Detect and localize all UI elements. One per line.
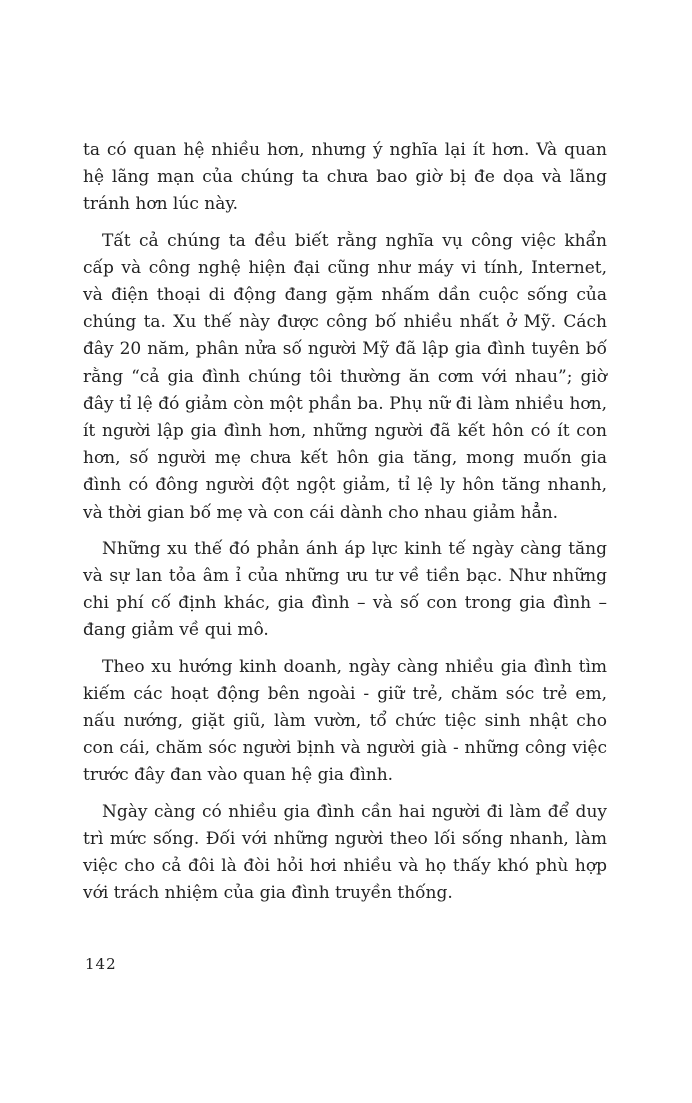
paragraph-2: Tất cả chúng ta đều biết rằng nghĩa vụ công việc khẩn cấp và công nghệ hiện đại cũng như máy vi tính, Internet, và điện thoại di động đang gặm nhấm dần cuộc sống của chúng ta. Xu thế này được công bố nhiều nhất ở Mỹ. Cách đây 20 năm, phân nửa số người Mỹ đã lập gia đình tuyên bố rằng “cả gia đình chúng tôi thường ăn cơm với nhau”; giờ đây tỉ lệ đó giảm còn một phần ba. Phụ nữ đi làm nhiều hơn, ít người lập gia đình hơn, những người đã kết hôn có ít con hơn, số người mẹ chưa kết hôn gia tăng, mong muốn gia đình có đông người đột ngột giảm, tỉ lệ ly hôn tăng nhanh, và thời gian bố mẹ và con cái dành cho nhau giảm hẳn. bbox=[83, 230, 607, 523]
paragraph-3: Những xu thế đó phản ánh áp lực kinh tế ngày càng tăng và sự lan tỏa âm ỉ của những ưu tư về tiền bạc. Như những chi phí cố định khác, gia đình – và số con trong gia đình – đang giảm về qui mô. bbox=[83, 538, 607, 641]
paragraph-4: Theo xu hướng kinh doanh, ngày càng nhiều gia đình tìm kiếm các hoạt động bên ngoài - giữ trẻ, chăm sóc trẻ em, nấu nướng, giặt giũ, làm vườn, tổ chức tiệc sinh nhật cho con cái, chăm sóc người bịnh và người già - những công việc trước đây đan vào quan hệ gia đình. bbox=[83, 656, 607, 786]
paragraph-5: Ngày càng có nhiều gia đình cần hai người đi làm để duy trì mức sống. Đối với những người theo lối sống nhanh, làm việc cho cả đôi là đòi hỏi hơi nhiều và họ thấy khó phù hợp với trách nhiệm của gia đình truyền thống. bbox=[83, 801, 607, 904]
body-text bbox=[83, 137, 607, 916]
paragraph-1: ta có quan hệ nhiều hơn, nhưng ý nghĩa lại ít hơn. Và quan hệ lãng mạn của chúng ta chưa bao giờ bị đe dọa và lãng tránh hơn lúc này. bbox=[83, 140, 607, 215]
page-number: 142 bbox=[85, 955, 117, 973]
